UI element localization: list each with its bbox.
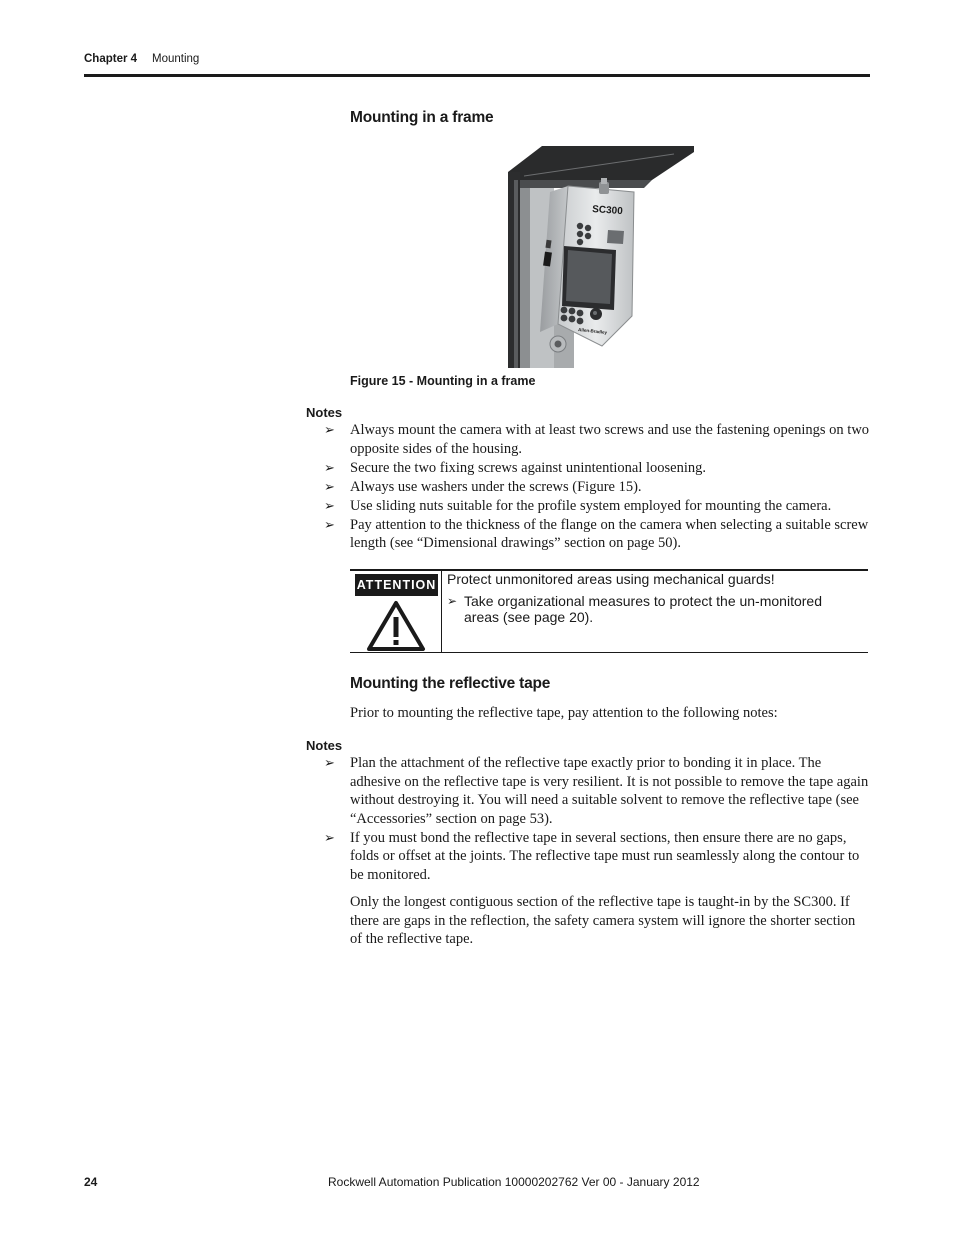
camera-frame-illustration [484,146,696,368]
list-item: ➢ If you must bond the reflective tape in several sections, then ensure there are no gaps, folds or offset at the joints. The reflective tape must run seamlessly along the contour to be monitored. [324,829,860,883]
section-intro: Prior to mounting the reflective tape, pay attention to the following notes: [350,705,778,721]
attention-message: Protect unmonitored areas using mechanical guards! [447,571,775,587]
arrowhead-bullet-icon: ➢ [324,755,335,770]
attention-bottom-rule [350,652,868,653]
header-rule [84,74,870,77]
device-model-label: SC300 [591,204,624,218]
arrowhead-bullet-icon: ➢ [324,478,335,494]
heading-mounting-reflective-tape: Mounting the reflective tape [350,675,551,692]
list-item: ➢ Use sliding nuts suitable for the profile system employed for mounting the camera. [324,497,832,514]
notes-list-mounting [324,421,870,553]
list-item: ➢ Plan the attachment of the reflective tape exactly prior to bonding it in place. The adhesive on the reflective tape is very resilient. It is not possible to remove the tape again without destroying it. You will need a suitable solvent to remove the reflective tape (see “Accessories” section on page 53). [324,755,869,827]
list-item: ➢ Always use washers under the screws (Figure 15). [324,478,642,495]
list-item: ➢ Secure the two fixing screws against unintentional loosening. [324,459,706,476]
brand-label: Allen-Bradley [577,327,608,336]
figure-camera-in-frame [484,146,696,368]
publication-info: Rockwell Automation Publication 10000202762 Ver 00 - January 2012 [328,1175,700,1189]
attention-divider [441,570,442,652]
follow-up-paragraph: Only the longest contiguous section of the reflective tape is taught-in by the SC300. If there are gaps in the reflection, the safety camera system will ignore the shorter section of the reflective tape. [350,894,856,947]
warning-triangle-icon [366,600,426,652]
attention-bullet: ➢ Take organizational measures to protect the un-monitored areas (see page 20). [447,593,822,625]
notes-label: Notes [306,738,343,753]
arrowhead-bullet-icon: ➢ [324,516,335,532]
notes-list-reflective-tape [324,754,870,885]
attention-badge: ATTENTION [355,574,438,596]
arrowhead-bullet-icon: ➢ [447,594,458,608]
arrowhead-bullet-icon: ➢ [324,422,335,437]
chapter-label: Chapter 4 [84,53,138,65]
section-label: Mounting [152,53,200,65]
heading-mounting-in-a-frame: Mounting in a frame [350,109,494,126]
list-item: ➢ Always mount the camera with at least two screws and use the fastening openings on two opposite sides of the housing. [324,422,870,457]
notes-label: Notes [306,405,343,420]
arrowhead-bullet-icon: ➢ [324,497,335,513]
arrowhead-bullet-icon: ➢ [324,829,335,845]
page-number: 24 [84,1175,98,1189]
figure-caption: Figure 15 - Mounting in a frame [350,374,536,388]
list-item: ➢ Pay attention to the thickness of the flange on the camera when selecting a suitable screw length (see “Dimensional drawings” section on page 50). [324,516,869,551]
arrowhead-bullet-icon: ➢ [324,459,335,475]
running-header [84,53,200,65]
